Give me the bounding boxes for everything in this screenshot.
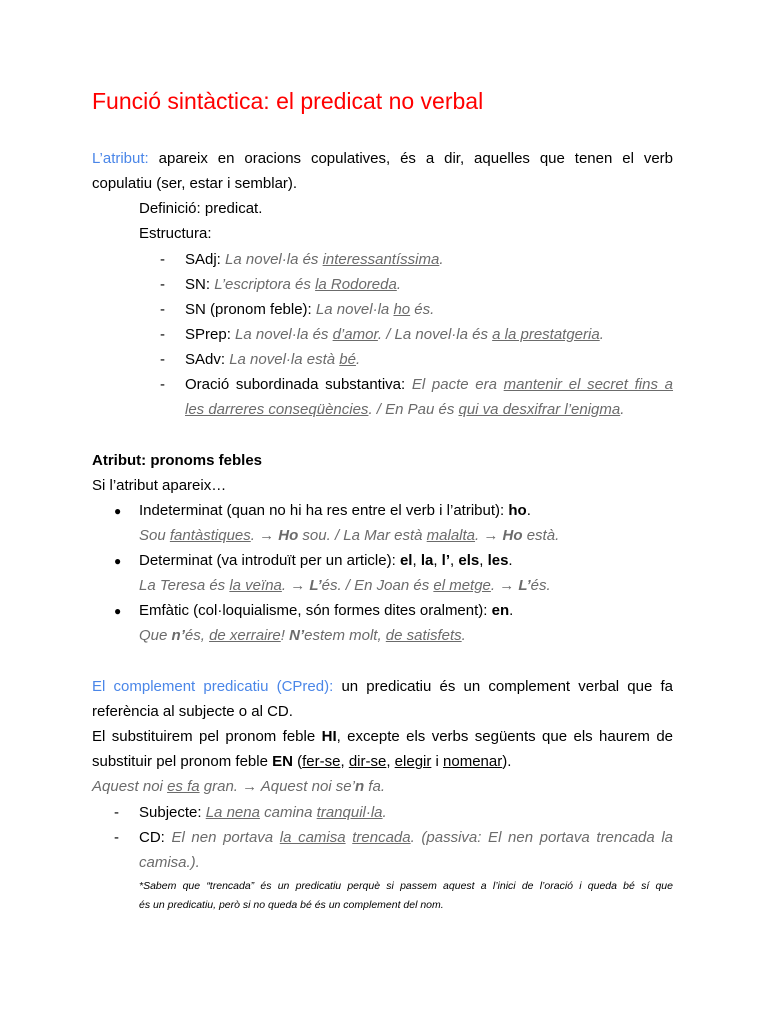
definicio-line: Definició: predicat. — [139, 200, 263, 217]
estructura-line: Estructura: — [139, 225, 212, 242]
page-title: Funció sintàctica: el predicat no verbal — [92, 88, 484, 114]
structure-item-oracio-line-1: Oració subordinada substantiva: El pacte era mantenir el secret fins a — [185, 376, 674, 393]
pronoms-heading: Atribut: pronoms febles — [92, 452, 263, 469]
structure-item-sn-pronom: SN (pronom feble): La novel·la ho és. — [185, 301, 435, 318]
atribut-intro-line-1: L’atribut: apareix en oracions copulatives, és a dir, aquelles que tenen el verb — [92, 150, 673, 167]
structure-item-sn: SN: L’escriptora és la Rodoreda. — [185, 276, 401, 293]
cpred-example: Aquest noi es fa gran. → Aquest noi se’n fa. — [92, 778, 385, 795]
dash-marker: - — [160, 301, 165, 318]
structure-item-oracio-line-2: les darreres conseqüències. / En Pau és qui va desxifrar l’enigma. — [185, 401, 625, 418]
atribut-heading: L’atribut: — [92, 150, 149, 167]
determinat-example: La Teresa és la veïna. → L’és. / En Joan és el metge. → L’és. — [139, 577, 551, 594]
determinat-line: Determinat (va introduït per un article): el, la, l’, els, les. — [139, 552, 513, 569]
cpred-subjecte-line: Subjecte: La nena camina tranquil·la. — [139, 804, 387, 821]
cpred-cd-line-2: camisa.). — [139, 854, 200, 871]
bullet-marker: ● — [114, 504, 122, 518]
footnote-line-1: *Sabem que “trencada” és un predicatiu perquè si passem aquest a l’inici de l’oració i queda bé sí que — [139, 880, 673, 892]
footnote-line-2: és un predicatiu, però si no queda bé és un complement del nom. — [139, 899, 444, 911]
indeterminat-line: Indeterminat (quan no hi ha res entre el verb i l’atribut): ho. — [139, 502, 531, 519]
dash-marker: - — [160, 351, 165, 368]
cpred-subst-line-2: substituir pel pronom feble EN (fer-se, dir-se, elegir i nomenar). — [92, 753, 512, 770]
structure-item-sadv: SAdv: La novel·la està bé. — [185, 351, 361, 368]
cpred-intro-line-1: El complement predicatiu (CPred): un predicatiu és un complement verbal que fa — [92, 678, 673, 695]
cpred-heading: El complement predicatiu (CPred): — [92, 678, 334, 695]
emfatic-example: Que n’és, de xerraire! N’estem molt, de satisfets. — [139, 627, 466, 644]
dash-marker: - — [160, 276, 165, 293]
atribut-intro-line-2: copulatiu (ser, estar i semblar). — [92, 175, 298, 192]
structure-item-sadj: SAdj: La novel·la és interessantíssima. — [185, 251, 444, 268]
dash-marker: - — [114, 804, 119, 821]
bullet-marker: ● — [114, 604, 122, 618]
indeterminat-example: Sou fantàstiques. → Ho sou. / La Mar està malalta. → Ho està. — [139, 527, 560, 544]
cpred-intro-line-2: referència al subjecte o al CD. — [92, 703, 293, 720]
structure-item-sprep: SPrep: La novel·la és d’amor. / La novel·la és a la prestatgeria. — [185, 326, 604, 343]
dash-marker: - — [160, 376, 165, 393]
cpred-cd-line-1: CD: El nen portava la camisa trencada. (passiva: El nen portava trencada la — [139, 829, 674, 846]
dash-marker: - — [114, 829, 119, 846]
pronoms-intro: Si l’atribut apareix… — [92, 477, 227, 494]
emfatic-line: Emfàtic (col·loquialisme, són formes dites oralment): en. — [139, 602, 514, 619]
dash-marker: - — [160, 326, 165, 343]
dash-marker: - — [160, 251, 165, 268]
bullet-marker: ● — [114, 554, 122, 568]
cpred-subst-line-1: El substituirem pel pronom feble HI, excepte els verbs següents que els haurem de — [92, 728, 673, 745]
